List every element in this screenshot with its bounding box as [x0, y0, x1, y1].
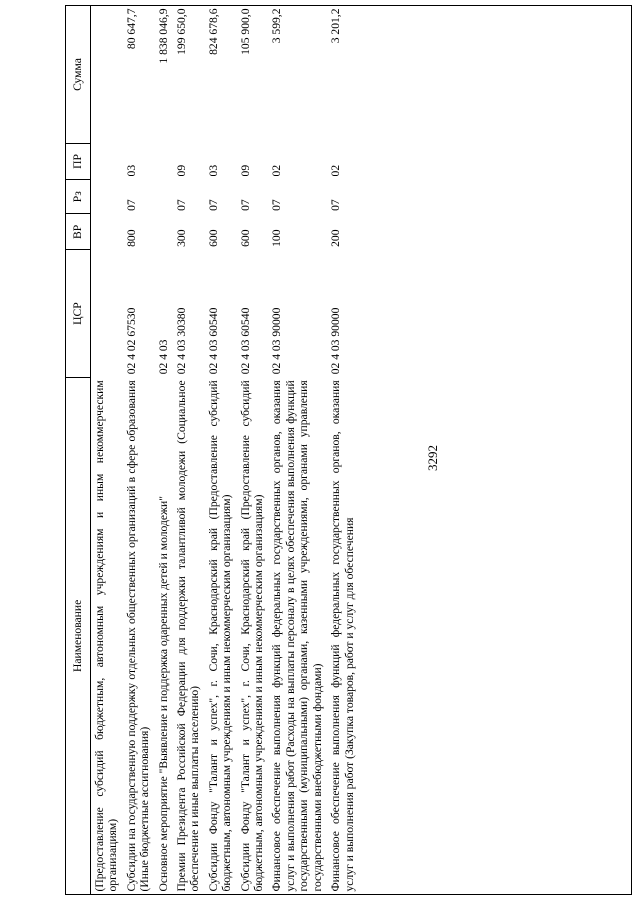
row-pr	[91, 143, 123, 179]
row-pr: 02	[270, 164, 284, 177]
budget-table	[65, 5, 359, 895]
table-header-row	[66, 6, 91, 895]
column-header-name: Наименование	[66, 377, 91, 894]
row-name: Финансовое обеспечение выполнения функций федеральных государственных органов, оказания услуг и выполнения работ (Закупка товаров, работ и услуг для обеспечения	[329, 380, 356, 892]
row-csr	[91, 250, 123, 377]
table-row	[91, 6, 123, 895]
row-vr: 800	[124, 229, 138, 247]
row-vr: 600	[206, 229, 220, 247]
row-rz: 07	[175, 199, 189, 211]
table-row	[205, 6, 237, 895]
row-csr: 02 4 03	[156, 339, 170, 375]
row-pr	[155, 143, 173, 179]
row-pr: 03	[206, 164, 220, 177]
row-sum: 824 678,6	[206, 8, 220, 55]
row-name: (Предоставление субсидий бюджетным, автономным учреждениям и иным некоммерческим организациям)	[93, 380, 120, 892]
row-sum: 80 647,7	[124, 8, 138, 50]
row-rz: 07	[329, 199, 343, 211]
row-pr: 03	[124, 164, 138, 177]
table-row	[268, 6, 327, 895]
row-name: Основное мероприятие "Выявление и поддержка одаренных детей и молодежи"	[156, 496, 170, 892]
table-row	[155, 6, 173, 895]
row-sum: 105 900,0	[238, 8, 252, 55]
table-row	[123, 6, 155, 895]
row-sum: 3 201,2	[329, 8, 343, 44]
row-rz: 07	[270, 199, 284, 211]
row-csr: 02 4 02 67530	[124, 307, 138, 375]
row-sum	[91, 6, 123, 144]
row-pr: 09	[238, 164, 252, 177]
row-rz: 07	[238, 199, 252, 211]
row-name: Субсидии Фонду "Талант и успех", г. Сочи, Краснодарский край (Предоставление субсидий бюджетным, автономным учреждениям и иным некоммерческим организациям)	[238, 380, 266, 892]
row-sum: 1 838 046,9	[156, 8, 170, 64]
row-vr	[91, 214, 123, 250]
column-header-pr: ПР	[66, 143, 91, 179]
row-csr: 02 4 03 30380	[175, 307, 189, 375]
column-header-csr: ЦСР	[66, 250, 91, 377]
table-row	[327, 6, 359, 895]
row-sum: 199 650,0	[175, 8, 189, 55]
row-rz: 07	[124, 199, 138, 211]
table-row	[173, 6, 205, 895]
row-vr: 200	[329, 229, 343, 247]
column-header-rz: Рз	[66, 179, 91, 213]
row-vr: 600	[238, 229, 252, 247]
page-number: 3292	[425, 445, 440, 471]
row-name: Субсидии Фонду "Талант и успех", г. Сочи, Краснодарский край (Предоставление субсидий бюджетным, автономным учреждениям и иным некоммерческим организациям)	[206, 380, 234, 892]
row-vr: 100	[270, 229, 284, 247]
row-csr: 02 4 03 90000	[329, 307, 343, 375]
row-rz	[91, 179, 123, 213]
table-row	[237, 6, 269, 895]
column-header-vr: ВР	[66, 214, 91, 250]
row-vr: 300	[175, 229, 189, 247]
row-pr: 02	[329, 164, 343, 177]
row-csr: 02 4 03 90000	[270, 307, 284, 375]
row-csr: 02 4 03 60540	[206, 307, 220, 375]
column-header-sum: Сумма	[66, 6, 91, 144]
row-sum: 3 599,2	[270, 8, 284, 44]
row-vr	[155, 214, 173, 250]
row-name: Премии Президента Российской Федерации для поддержки талантливой молодежи (Социальное обеспечение и иные выплаты населению)	[175, 380, 202, 892]
row-name: Субсидии на государственную поддержку отдельных общественных организаций в сфере образования (Иные бюджетные ассигнования)	[124, 380, 152, 892]
row-rz: 07	[206, 199, 220, 211]
row-rz	[155, 179, 173, 213]
row-name: Финансовое обеспечение выполнения функций федеральных государственных органов, оказания услуг и выполнения работ (Расходы на выплаты персоналу в целях обеспечения выполнения функций государственными (муниципальными) органами, казенными учреждениями, органами управления государственными внебюджетными фондами)	[270, 380, 324, 892]
row-pr: 09	[175, 164, 189, 177]
row-csr: 02 4 03 60540	[238, 307, 252, 375]
